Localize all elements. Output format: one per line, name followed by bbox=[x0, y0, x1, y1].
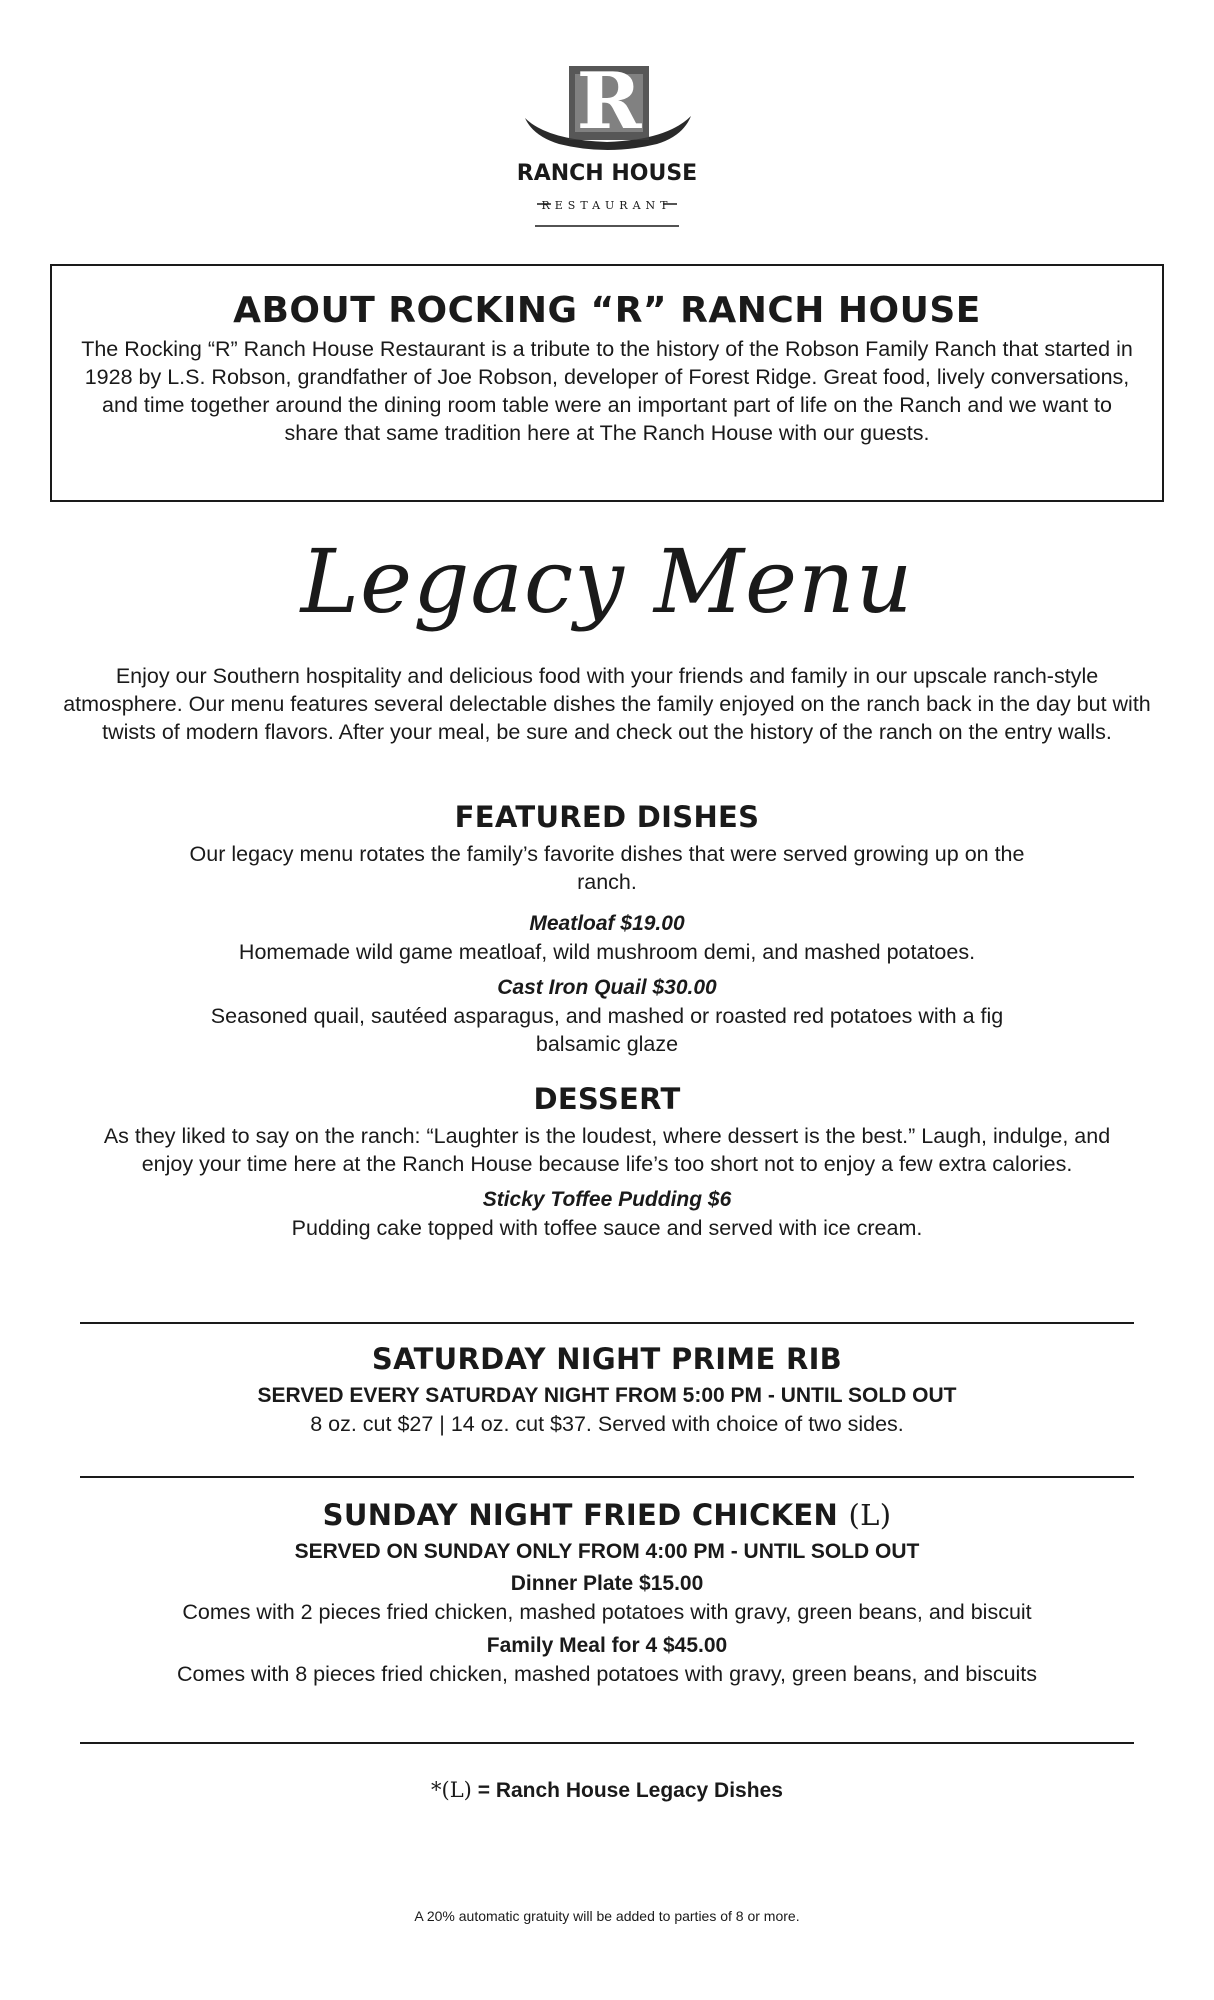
gratuity-note: A 20% automatic gratuity will be added to parties of 8 or more. bbox=[414, 1908, 800, 1924]
prime-rib-schedule: SERVED EVERY SATURDAY NIGHT FROM 5:00 PM - UNTIL SOLD OUT bbox=[257, 1384, 957, 1407]
chicken-item-desc: Comes with 2 pieces fried chicken, mashed potatoes with gravy, green beans, and biscuit bbox=[182, 1600, 1032, 1624]
legend-mark: *(L) bbox=[431, 1778, 472, 1802]
dish-desc: Seasoned quail, sautéed asparagus, and mashed or roasted red potatoes with a fig balsamic glaze bbox=[210, 1004, 1004, 1056]
dish-desc: Homemade wild game meatloaf, wild mushroom demi, and mashed potatoes. bbox=[238, 940, 976, 964]
chicken-item-desc: Comes with 8 pieces fried chicken, mashed potatoes with gravy, green beans, and biscuits bbox=[176, 1662, 1038, 1686]
chicken-section bbox=[60, 1498, 1154, 1688]
dessert-heading: DESSERT bbox=[533, 1082, 681, 1116]
chicken-item-name: Family Meal for 4 $45.00 bbox=[486, 1634, 728, 1657]
logo-name: RANCH HOUSE bbox=[516, 161, 698, 186]
dish-desc: Pudding cake topped with toffee sauce and served with ice cream. bbox=[291, 1216, 923, 1240]
dessert-section bbox=[60, 1082, 1154, 1242]
dish-name: Meatloaf $19.00 bbox=[529, 912, 685, 935]
featured-section bbox=[60, 800, 1154, 1058]
chicken-heading-text: SUNDAY NIGHT FRIED CHICKEN bbox=[322, 1498, 839, 1532]
legacy-menu-title: Legacy Menu bbox=[300, 530, 914, 633]
about-title: ABOUT ROCKING “R” RANCH HOUSE bbox=[233, 290, 981, 331]
dish-name: Sticky Toffee Pudding $6 bbox=[482, 1188, 732, 1211]
restaurant-logo bbox=[507, 44, 707, 230]
prime-rib-details: 8 oz. cut $27 | 14 oz. cut $37. Served with choice of two sides. bbox=[310, 1412, 904, 1436]
divider bbox=[80, 1742, 1134, 1744]
logo-sub: RESTAURANT bbox=[541, 199, 673, 212]
about-body: The Rocking “R” Ranch House Restaurant is a tribute to the history of the Robson Family Ranch that started in 1928 by L.S. Robson, grandfather of Joe Robson, developer of Forest Ridge. Great food, lively conversations, and time together around the dining room table were an important part of life on the Ranch and we want to share that same tradition here at The Ranch House with our guests. bbox=[81, 337, 1133, 445]
legacy-intro: Enjoy our Southern hospitality and delicious food with your friends and family in our upscale ranch-style atmosphere. Our menu features several delectable dishes the family enjoyed on the ranch back in the day but with twists of modern flavors. After your meal, be sure and check out the history of the ranch on the entry walls. bbox=[63, 664, 1151, 744]
featured-intro: Our legacy menu rotates the family’s favorite dishes that were served growing up on the ranch. bbox=[189, 842, 1025, 894]
dish-name: Cast Iron Quail $30.00 bbox=[497, 976, 717, 999]
prime-rib-heading: SATURDAY NIGHT PRIME RIB bbox=[371, 1342, 843, 1376]
chicken-schedule: SERVED ON SUNDAY ONLY FROM 4:00 PM - UNTIL SOLD OUT bbox=[294, 1540, 920, 1563]
chicken-heading bbox=[60, 1498, 1154, 1532]
about-box bbox=[50, 264, 1164, 502]
legend-text: = Ranch House Legacy Dishes bbox=[471, 1779, 783, 1802]
featured-heading: FEATURED DISHES bbox=[454, 800, 760, 834]
prime-rib-section bbox=[60, 1342, 1154, 1438]
chicken-item-name: Dinner Plate $15.00 bbox=[510, 1572, 704, 1595]
legacy-legend bbox=[60, 1776, 1154, 1805]
divider bbox=[80, 1476, 1134, 1478]
logo-letter: R bbox=[576, 56, 642, 147]
dessert-intro: As they liked to say on the ranch: “Laughter is the loudest, where dessert is the best.” Laugh, indulge, and enjoy your time here at the Ranch House because life’s too short not to enjoy a few extra calories. bbox=[103, 1124, 1111, 1176]
divider bbox=[80, 1322, 1134, 1324]
legacy-mark: (L) bbox=[848, 1498, 892, 1532]
